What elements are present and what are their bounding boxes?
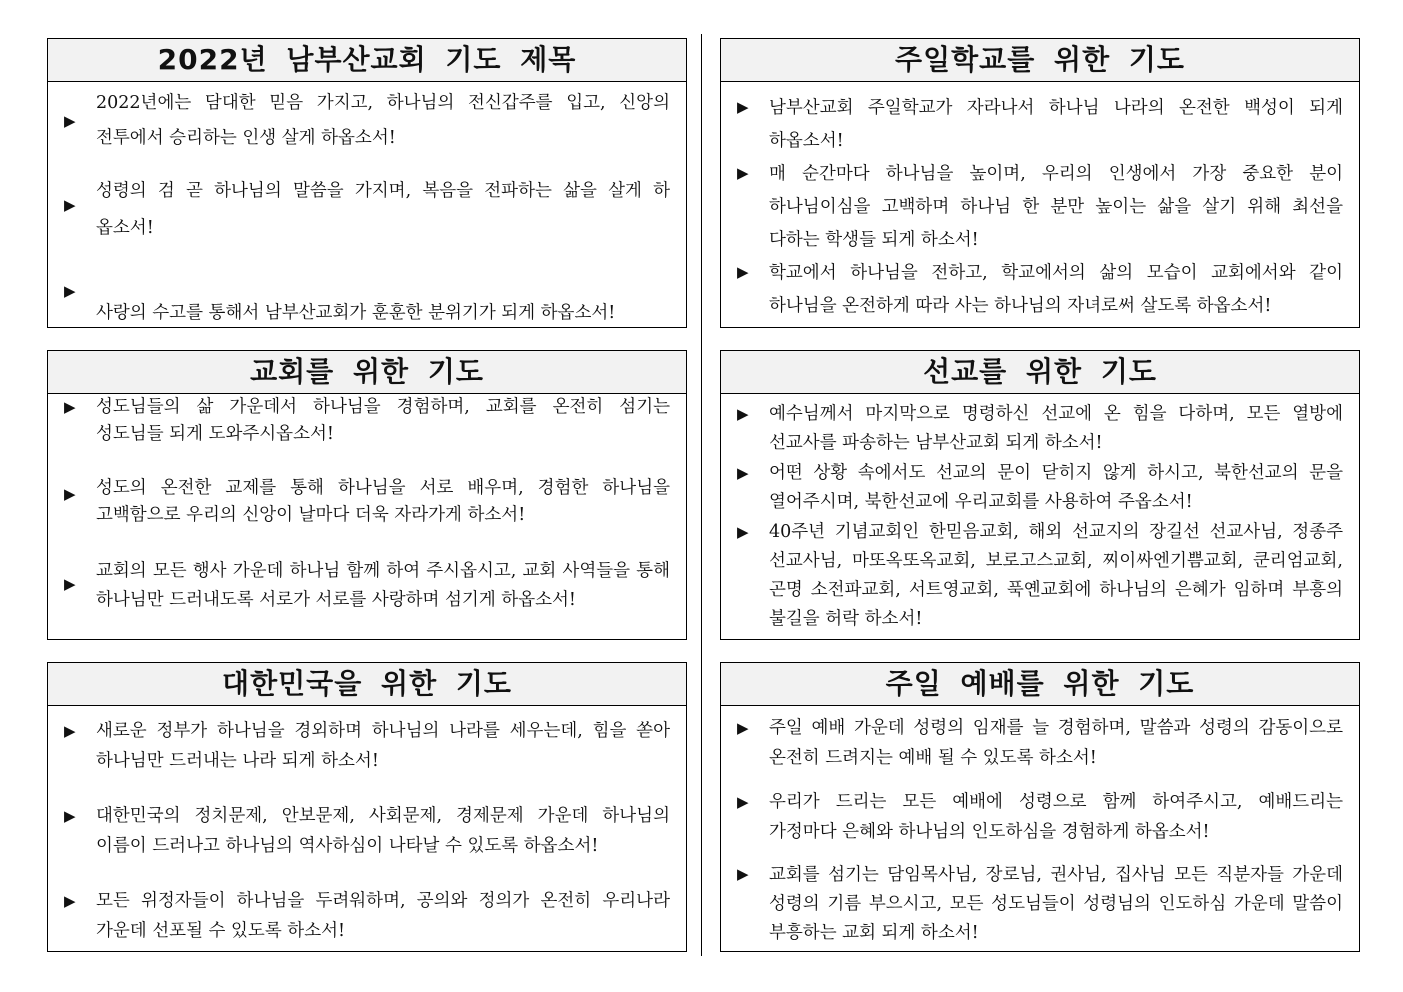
box-title: 교회를 위한 기도 [48, 351, 686, 394]
bullet-icon: ▶ [64, 722, 76, 740]
prayer-text: 교회를 섬기는 담임목사님, 장로님, 권사님, 집사님 모든 직분자들 가운데 성령의 기름 부으시고, 모든 성도님들이 성령님의 인도하심 가운데 말씀이 부흥하는 교회 되게 하소서! [769, 865, 1343, 943]
bullet-icon: ▶ [737, 719, 749, 737]
bullet-icon: ▶ [64, 398, 76, 416]
prayer-text: 학교에서 하나님을 전하고, 학교에서의 삶의 모습이 교회에서와 같이 하나님을 온전하게 따라 사는 하나님의 자녀로써 살도록 하옵소서! [769, 263, 1343, 316]
prayer-text: 대한민국의 정치문제, 안보문제, 사회문제, 경제문제 가운데 하나님의 이름이 드러나고 하나님의 역사하심이 나타날 수 있도록 하옵소서! [96, 806, 670, 856]
box-title: 2022년 남부산교회 기도 제목 [48, 39, 686, 82]
bullet-icon: ▶ [737, 405, 749, 423]
prayer-text: 어떤 상황 속에서도 선교의 문이 닫히지 않게 하시고, 북한선교의 문을 열어주시며, 북한선교에 우리교회를 사용하여 주옵소서! [769, 463, 1343, 512]
bullet-icon: ▶ [64, 112, 76, 130]
prayer-text: 남부산교회 주일학교가 자라나서 하나님 나라의 온전한 백성이 되게 하옵소서! [769, 98, 1343, 151]
bullet-icon: ▶ [64, 892, 76, 910]
bullet-icon: ▶ [737, 98, 749, 116]
prayer-text: 주일 예배 가운데 성령의 임재를 늘 경험하며, 말씀과 성령의 감동이으로 온전히 드려지는 예배 될 수 있도록 하소서! [769, 718, 1343, 768]
column-divider [701, 34, 702, 956]
prayer-text: 예수님께서 마지막으로 명령하신 선교에 온 힘을 다하며, 모든 열방에 선교사를 파송하는 남부산교회 되게 하소서! [769, 404, 1343, 453]
prayer-text: 모든 위정자들이 하나님을 두려워하며, 공의와 정의가 온전히 우리나라 가운데 선포될 수 있도록 하소서! [96, 891, 670, 941]
prayer-box-2022 [47, 38, 687, 328]
prayer-text: 40주년 기념교회인 한믿음교회, 해외 선교지의 장길선 선교사님, 정종주 선교사님, 마또옥또옥교회, 보로고스교회, 찌이싸엔기쁨교회, 쿤리엄교회, 곤명 소전파교회, 서트영교회, 푹옌교회에 하나님의 은혜가 임하며 부흥의 불길을 허락 하소서! [769, 522, 1343, 629]
prayer-box-sunday-school [720, 38, 1360, 328]
prayer-text: 사랑의 수고를 통해서 남부산교회가 훈훈한 분위기가 되게 하옵소서! [96, 303, 616, 323]
prayer-text: 교회의 모든 행사 가운데 하나님 함께 하여 주시옵시고, 교회 사역들을 통해 하나님만 드러내도록 서로가 서로를 사랑하며 섬기게 하옵소서! [96, 561, 670, 610]
prayer-text: 성도님들의 삶 가운데서 하나님을 경험하며, 교회를 온전히 섬기는 성도님들 되게 도와주시옵소서! [96, 397, 670, 444]
bullet-icon: ▶ [64, 282, 76, 300]
box-title: 대한민국을 위한 기도 [48, 663, 686, 706]
bullet-icon: ▶ [64, 575, 76, 593]
prayer-box-church [47, 350, 687, 640]
bullet-icon: ▶ [64, 807, 76, 825]
bullet-icon: ▶ [737, 464, 749, 482]
prayer-text: 우리가 드리는 모든 예배에 성령으로 함께 하여주시고, 예배드리는 가정마다 은혜와 하나님의 인도하심을 경험하게 하옵소서! [769, 792, 1343, 842]
bullet-icon: ▶ [737, 164, 749, 182]
bullet-icon: ▶ [737, 523, 749, 541]
prayer-box-sunday-worship [720, 662, 1360, 952]
prayer-text: 옵소서! [96, 218, 154, 238]
prayer-box-mission [720, 350, 1360, 640]
prayer-text: 매 순간마다 하나님을 높이며, 우리의 인생에서 가장 중요한 분이 하나님이심을 고백하며 하나님 한 분만 높이는 삶을 살기 위해 최선을 다하는 학생들 되게 하소서! [769, 164, 1343, 250]
box-title: 선교를 위한 기도 [721, 351, 1359, 394]
box-title: 주일 예배를 위한 기도 [721, 663, 1359, 706]
prayer-text: 성령의 검 곧 하나님의 말씀을 가지며, 복음을 전파하는 삶을 살게 하 [96, 181, 670, 201]
bullet-icon: ▶ [737, 793, 749, 811]
bullet-icon: ▶ [737, 263, 749, 281]
box-title: 주일학교를 위한 기도 [721, 39, 1359, 82]
bullet-icon: ▶ [64, 485, 76, 503]
bullet-icon: ▶ [64, 196, 76, 214]
prayer-text: 새로운 정부가 하나님을 경외하며 하나님의 나라를 세우는데, 힘을 쏟아 하나님만 드러내는 나라 되게 하소서! [96, 721, 670, 771]
prayer-text: 2022년에는 담대한 믿음 가지고, 하나님의 전신갑주를 입고, 신앙의 전투에서 승리하는 인생 살게 하옵소서! [96, 93, 670, 148]
prayer-box-korea [47, 662, 687, 952]
prayer-text: 성도의 온전한 교제를 통해 하나님을 서로 배우며, 경험한 하나님을 고백함으로 우리의 신앙이 날마다 더욱 자라가게 하소서! [96, 478, 670, 525]
bullet-icon: ▶ [737, 865, 749, 883]
